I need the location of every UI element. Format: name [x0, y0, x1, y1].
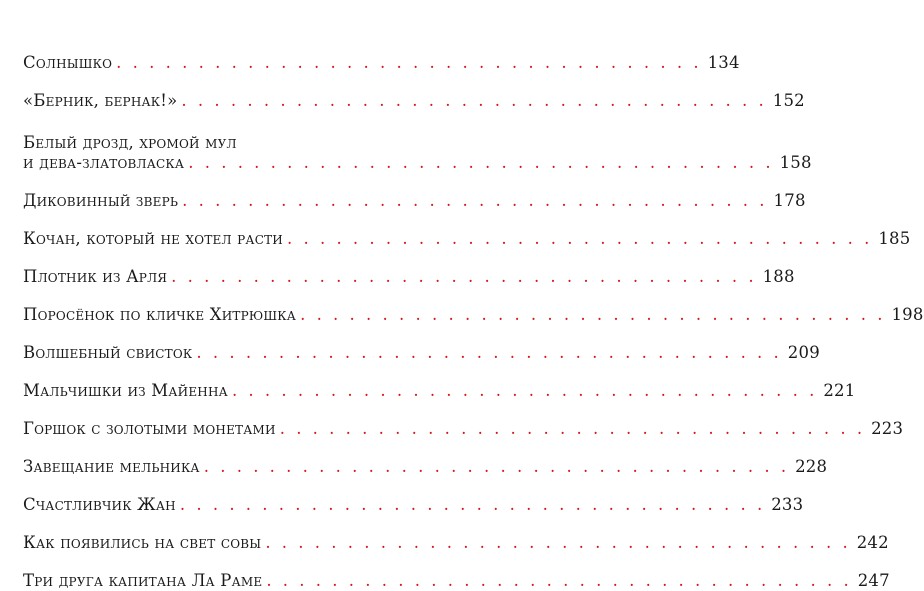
toc-leader-dots: . . . . . . . . . . . . . . . . . . . . . . . . . . . . . . . . . . . . — [196, 343, 782, 362]
toc-entry-title: Как появились на свет совы — [23, 533, 262, 552]
toc-leader-dots: . . . . . . . . . . . . . . . . . . . . . . . . . . . . . . . . . . . . — [286, 229, 873, 248]
toc-entry-title: Горшок с золотыми монетами — [23, 419, 276, 438]
toc-entry — [23, 553, 890, 591]
toc-entry-title-line1: Белый дрозд, хромой мул — [23, 133, 237, 152]
toc-entry-page: 134 — [707, 53, 740, 72]
toc-leader-dots: . . . . . . . . . . . . . . . . . . . . . . . . . . . . . . . . . . . . — [231, 381, 818, 400]
toc-entry — [23, 35, 740, 73]
toc-entry-page: 223 — [871, 419, 904, 438]
toc-entry-page: 221 — [823, 381, 856, 400]
toc-entry — [23, 111, 812, 173]
toc-entry-title: Волшебный свисток — [23, 343, 193, 362]
toc-entry — [23, 439, 828, 477]
toc-entry-title: Плотник из Арля — [23, 267, 168, 286]
toc-entry-page: 178 — [773, 191, 806, 210]
toc-entry-title: Диковинный зверь — [23, 191, 179, 210]
toc-entry-page: 198 — [891, 305, 924, 324]
toc-entry — [23, 249, 795, 287]
toc-entry-title: Поросёнок по кличке Хитрюшка — [23, 305, 297, 324]
toc-entry-title: Три друга капитана Ла Раме — [23, 571, 263, 590]
toc-leader-dots: . . . . . . . . . . . . . . . . . . . . . . . . . . . . . . . . . . . . — [300, 305, 886, 324]
toc-entry-title: Завещание мельника — [23, 457, 200, 476]
toc-leader-dots: . . . . . . . . . . . . . . . . . . . . . . . . . . . . . . . . . . . . — [188, 153, 774, 172]
toc-entry — [23, 401, 904, 439]
toc-entry-page: 188 — [762, 267, 795, 286]
toc-leader-dots: . . . . . . . . . . . . . . . . . . . . . . . . . . . . . . . . . . . . — [171, 267, 757, 286]
toc-entry-page: 228 — [795, 457, 828, 476]
toc-leader-dots: . . . . . . . . . . . . . . . . . . . . . . . . . . . . . . . . . . . . — [265, 533, 851, 552]
toc-entry-page: 233 — [771, 495, 804, 514]
toc-leader-dots: . . . . . . . . . . . . . . . . . . . . . . . . . . . . . . . . . . . . — [279, 419, 866, 438]
toc-entry-page: 158 — [779, 153, 812, 172]
toc-entry-title: и дева-златовласка — [23, 153, 185, 172]
toc-entry-title: Кочан, который не хотел расти — [23, 229, 283, 248]
toc-entry-page: 185 — [878, 229, 911, 248]
toc-entry — [23, 325, 820, 363]
toc-entry-title: Мальчишки из Майенна — [23, 381, 228, 400]
toc-leader-dots: . . . . . . . . . . . . . . . . . . . . . . . . . . . . . . . . . . . . — [266, 571, 852, 590]
toc-leader-dots: . . . . . . . . . . . . . . . . . . . . . . . . . . . . . . . . . . . . — [203, 457, 790, 476]
toc-entry-title: Счастливчик Жан — [23, 495, 176, 514]
toc-entry-page: 247 — [857, 571, 890, 590]
toc-entry-page: 152 — [772, 91, 805, 110]
toc-entry — [23, 515, 889, 553]
toc-leader-dots: . . . . . . . . . . . . . . . . . . . . . . . . . . . . . . . . . . . . — [116, 53, 702, 72]
toc-leader-dots: . . . . . . . . . . . . . . . . . . . . . . . . . . . . . . . . . . . . — [182, 191, 768, 210]
toc-entry — [23, 363, 856, 401]
toc-entry — [23, 173, 806, 211]
toc-entry — [23, 211, 911, 249]
toc-leader-dots: . . . . . . . . . . . . . . . . . . . . . . . . . . . . . . . . . . . . — [179, 495, 766, 514]
toc-entry-page: 242 — [856, 533, 889, 552]
toc-entry-page: 209 — [787, 343, 820, 362]
toc-entry — [23, 73, 805, 111]
toc-entry — [23, 287, 924, 325]
toc-entry-title: Солнышко — [23, 53, 113, 72]
toc-entry-title: «Берник, бернак!» — [23, 91, 178, 110]
toc-leader-dots: . . . . . . . . . . . . . . . . . . . . . . . . . . . . . . . . . . . . — [181, 91, 767, 110]
toc-entry — [23, 477, 804, 515]
